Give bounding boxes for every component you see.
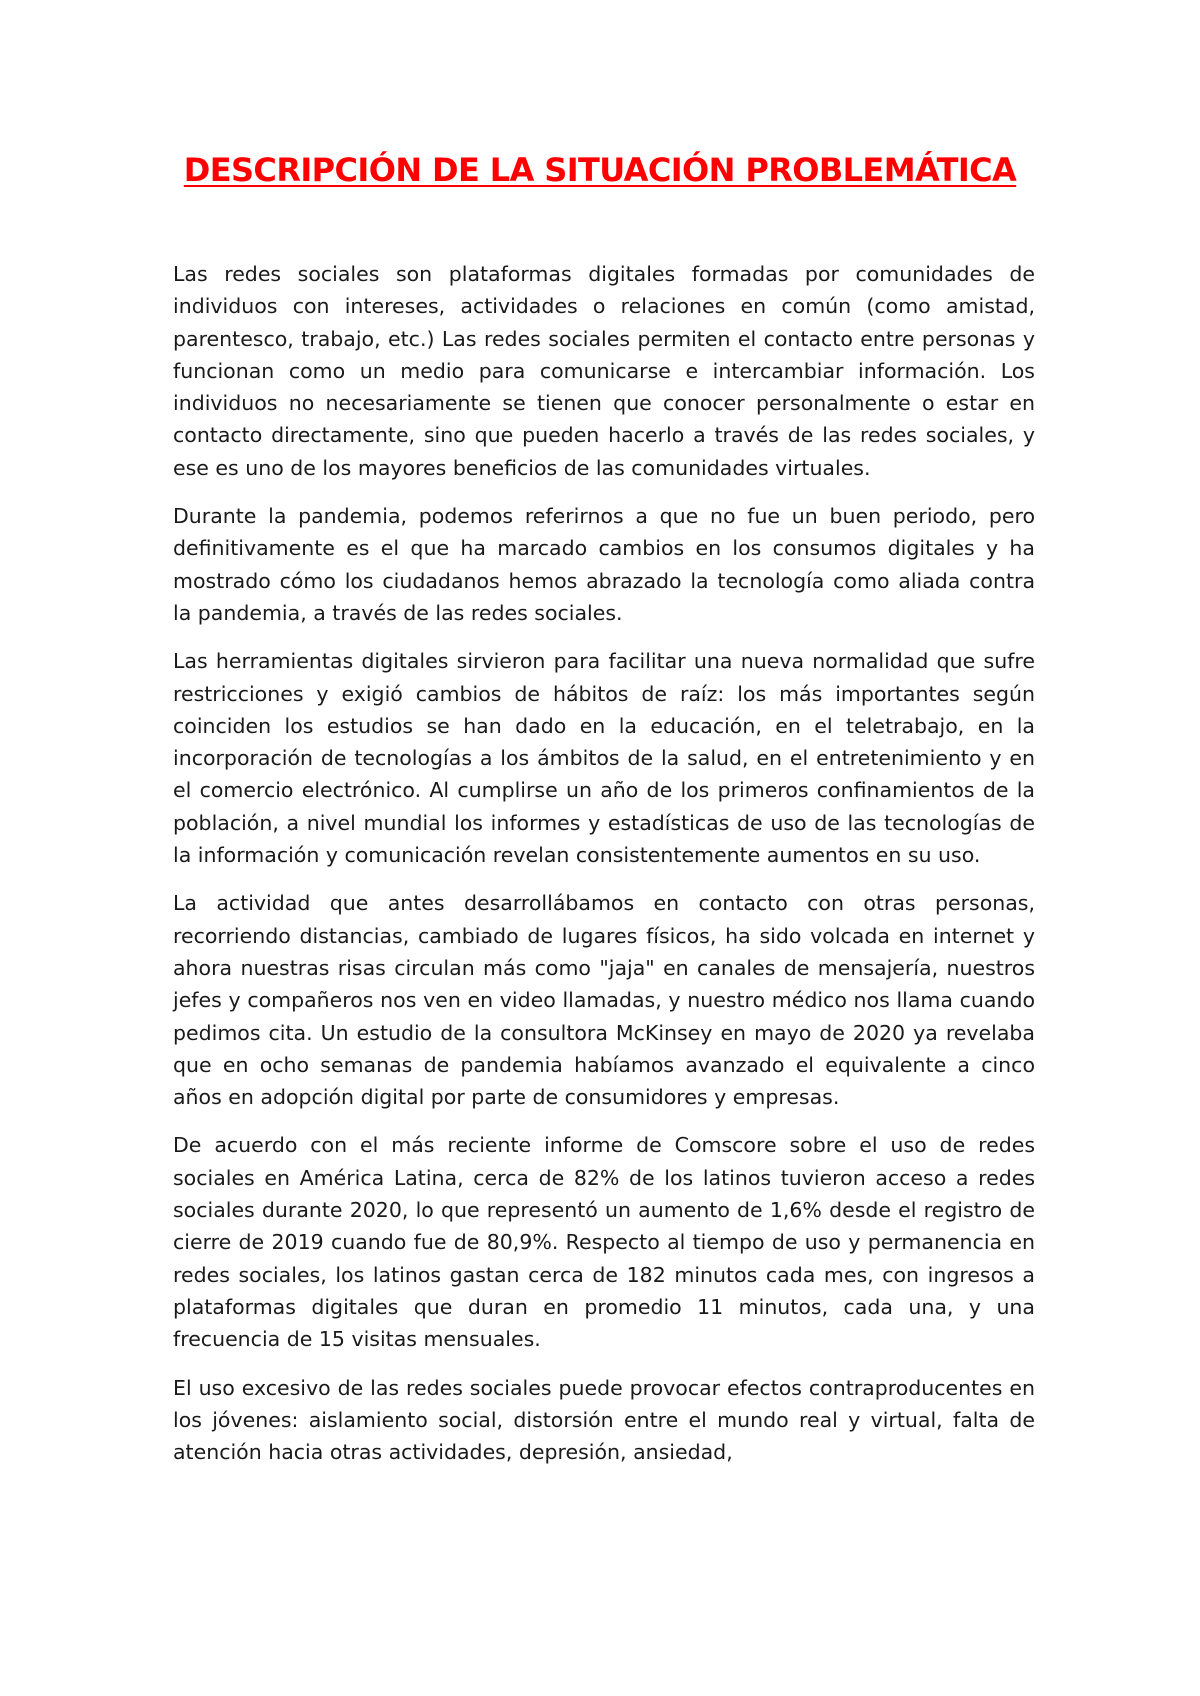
paragraph-3: Las herramientas digitales sirvieron para facilitar una nueva normalidad que sufre restricciones y exigió cambios de hábitos de raíz: los más importantes según coinciden los estudios se han dado en la educación, en el teletrabajo, en la incorporación de tecnologías a los ámbitos de la salud, en el entretenimiento y en el comercio electrónico. Al cumplirse un año de los primeros confinamientos de la población, a nivel mundial los informes y estadísticas de uso de las tecnologías de la información y comunicación revelan consistentemente aumentos en su uso. bbox=[173, 649, 1035, 868]
paragraph-2: Durante la pandemia, podemos referirnos a que no fue un buen periodo, pero definitivamente es el que ha marcado cambios en los consumos digitales y ha mostrado cómo los ciudadanos hemos abrazado la tecnología como aliada contra la pandemia, a través de las redes sociales. bbox=[173, 504, 1035, 625]
paragraph-4: La actividad que antes desarrollábamos en contacto con otras personas, recorriendo distancias, cambiado de lugares físicos, ha sido volcada en internet y ahora nuestras risas circulan más como "jaja" en canales de mensajería, nuestros jefes y compañeros nos ven en video llamadas, y nuestro médico nos llama cuando pedimos cita. Un estudio de la consultora McKinsey en mayo de 2020 ya revelaba que en ocho semanas de pandemia habíamos avanzado el equivalente a cinco años en adopción digital por parte de consumidores y empresas. bbox=[173, 891, 1035, 1110]
document-body bbox=[173, 258, 1035, 1484]
document-title: DESCRIPCIÓN DE LA SITUACIÓN PROBLEMÁTICA bbox=[183, 151, 1017, 189]
paragraph-5: De acuerdo con el más reciente informe de Comscore sobre el uso de redes sociales en América Latina, cerca de 82% de los latinos tuvieron acceso a redes sociales durante 2020, lo que representó un aumento de 1,6% desde el registro de cierre de 2019 cuando fue de 80,9%. Respecto al tiempo de uso y permanencia en redes sociales, los latinos gastan cerca de 182 minutos cada mes, con ingresos a plataformas digitales que duran en promedio 11 minutos, cada una, y una frecuencia de 15 visitas mensuales. bbox=[173, 1133, 1035, 1352]
paragraph-1: Las redes sociales son plataformas digitales formadas por comunidades de individuos con intereses, actividades o relaciones en común (como amistad, parentesco, trabajo, etc.) Las redes sociales permiten el contacto entre personas y funcionan como un medio para comunicarse e intercambiar información. Los individuos no necesariamente se tienen que conocer personalmente o estar en contacto directamente, sino que pueden hacerlo a través de las redes sociales, y ese es uno de los mayores beneficios de las comunidades virtuales. bbox=[173, 262, 1035, 480]
paragraph-6: El uso excesivo de las redes sociales puede provocar efectos contraproducentes en los jóvenes: aislamiento social, distorsión entre el mundo real y virtual, falta de atención hacia otras actividades, depresión, ansiedad, bbox=[173, 1375, 1035, 1465]
